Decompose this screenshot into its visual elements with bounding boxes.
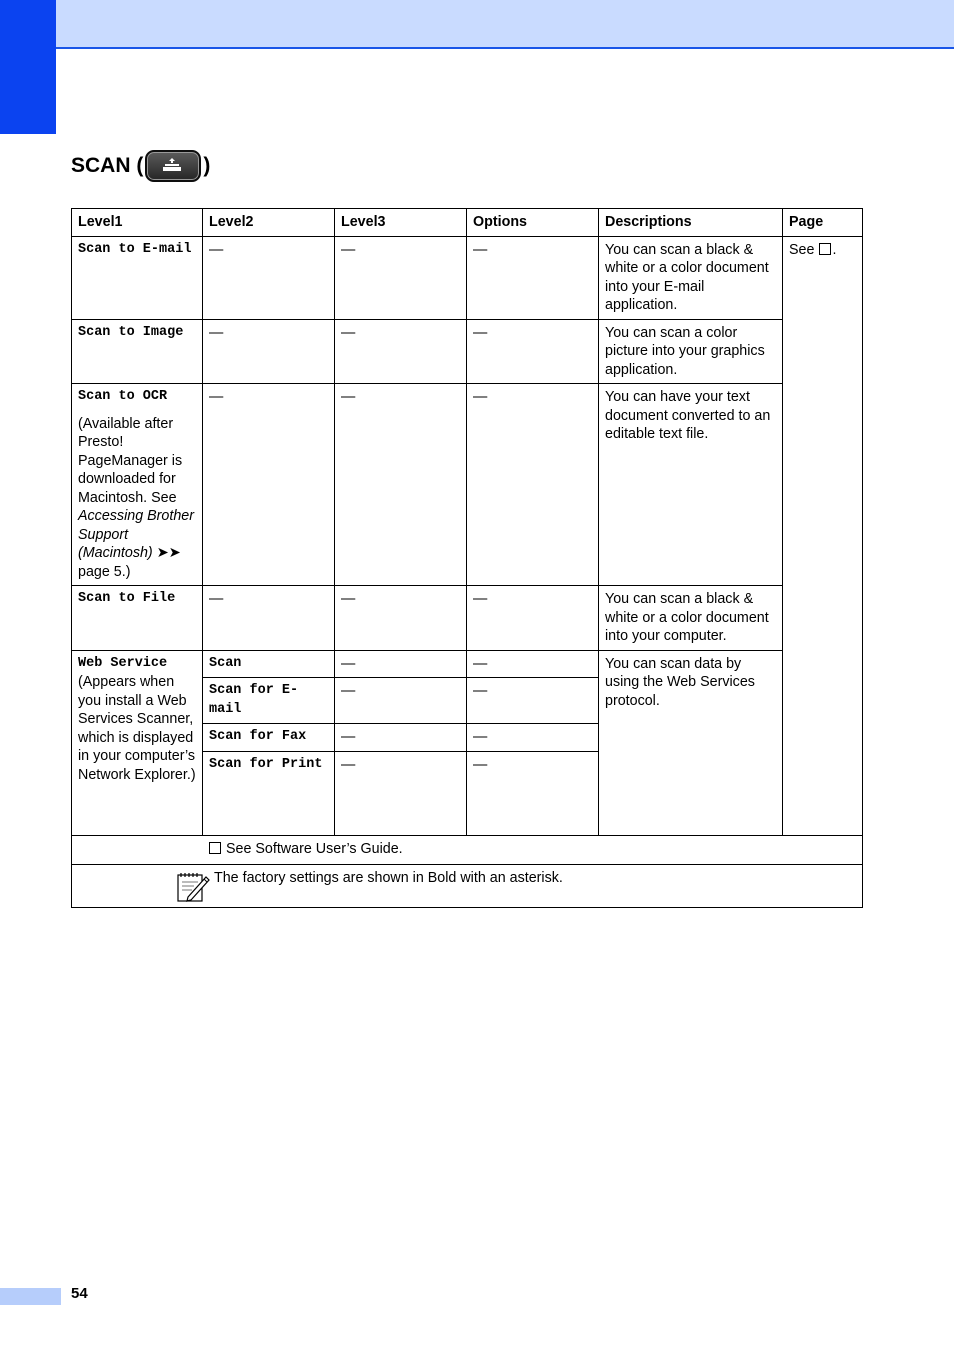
scan-to-ocr-description: You can have your text document converted to an editable text file.: [599, 384, 783, 586]
web-service-level2-scan: Scan: [203, 650, 335, 678]
section-title-text: SCAN (: [71, 154, 144, 177]
dash-cell: —: [203, 236, 335, 319]
dash-cell: —: [467, 724, 599, 752]
table-row: [72, 650, 863, 678]
footnote-factory-cell: [72, 864, 863, 907]
dash-cell: —: [467, 650, 599, 678]
page-number-bar: [0, 1288, 61, 1305]
web-service-cell: [72, 650, 203, 835]
header-level2: Level2: [203, 209, 335, 237]
header-options: Options: [467, 209, 599, 237]
dash-cell: —: [335, 650, 467, 678]
dash-cell: —: [467, 384, 599, 586]
scan-to-email-level1: Scan to E-mail: [72, 236, 203, 319]
footnote-see-cell: [72, 835, 863, 864]
table-row: [72, 384, 863, 586]
header-level1: Level1: [72, 209, 203, 237]
dash-cell: —: [335, 751, 467, 835]
scan-to-ocr-level1: Scan to OCR: [78, 389, 168, 404]
page-reference-suffix: .: [832, 241, 837, 258]
ocr-note-ref: page 5.): [78, 563, 131, 580]
web-service-description: You can scan data by using the Web Services protocol.: [599, 650, 783, 835]
software-guide-box-icon: [209, 842, 221, 854]
table-row: [72, 319, 863, 384]
chapter-tab: [0, 0, 56, 134]
ocr-note-plain: (Available after Presto! PageManager is downloaded for Macintosh. See: [78, 415, 183, 506]
table-row: [72, 586, 863, 651]
scan-to-ocr-note: [78, 415, 196, 582]
web-service-level2-email: Scan for E-mail: [203, 678, 335, 724]
footnote-row: [72, 835, 863, 864]
web-service-note: (Appears when you install a Web Services Scanner, which is displayed in your computer’s Network Explorer.): [78, 674, 196, 783]
table-row: [72, 236, 863, 319]
scan-menu-table: [71, 208, 863, 908]
dash-cell: —: [203, 586, 335, 651]
dash-cell: —: [203, 384, 335, 586]
dash-cell: —: [203, 319, 335, 384]
footnote-see-text: See Software User’s Guide.: [225, 840, 403, 857]
scan-to-file-description: You can scan a black & white or a color document into your computer.: [599, 586, 783, 651]
header-descriptions: Descriptions: [599, 209, 783, 237]
web-service-level2-print: Scan for Print: [203, 751, 335, 835]
section-title-close: ): [203, 154, 211, 177]
pencil-note-icon: [176, 869, 210, 903]
dash-cell: —: [467, 236, 599, 319]
page-number: 54: [71, 1285, 88, 1302]
dash-cell: —: [335, 586, 467, 651]
footnote-factory-text: The factory settings are shown in Bold with an asterisk.: [214, 869, 563, 886]
web-service-level1: Web Service: [78, 655, 168, 671]
ocr-note-italic: Accessing Brother Support (Macintosh): [78, 508, 195, 561]
dash-cell: —: [335, 384, 467, 586]
section-title: [71, 148, 210, 184]
footnote-row: [72, 864, 863, 907]
dash-cell: —: [335, 724, 467, 752]
scan-to-image-level1: Scan to Image: [72, 319, 203, 384]
dash-cell: —: [467, 678, 599, 724]
header-page: Page: [783, 209, 863, 237]
software-guide-box-icon: [819, 243, 831, 255]
scan-to-ocr-cell: [72, 384, 203, 586]
scan-to-file-level1: Scan to File: [72, 586, 203, 651]
scanner-key-icon: [145, 150, 201, 182]
dash-cell: —: [335, 236, 467, 319]
table-header-row: [72, 209, 863, 237]
dash-cell: —: [467, 751, 599, 835]
header-level3: Level3: [335, 209, 467, 237]
dash-cell: —: [335, 319, 467, 384]
double-arrow-icon: ➤➤: [156, 545, 181, 561]
scan-to-email-description: You can scan a black & white or a color document into your E-mail application.: [599, 236, 783, 319]
header-band: [0, 0, 954, 49]
page-reference-text: See: [789, 241, 815, 258]
web-service-level2-fax: Scan for Fax: [203, 724, 335, 752]
dash-cell: —: [467, 586, 599, 651]
page-reference-cell: [783, 236, 863, 835]
dash-cell: —: [467, 319, 599, 384]
scan-to-image-description: You can scan a color picture into your graphics application.: [599, 319, 783, 384]
dash-cell: —: [335, 678, 467, 724]
